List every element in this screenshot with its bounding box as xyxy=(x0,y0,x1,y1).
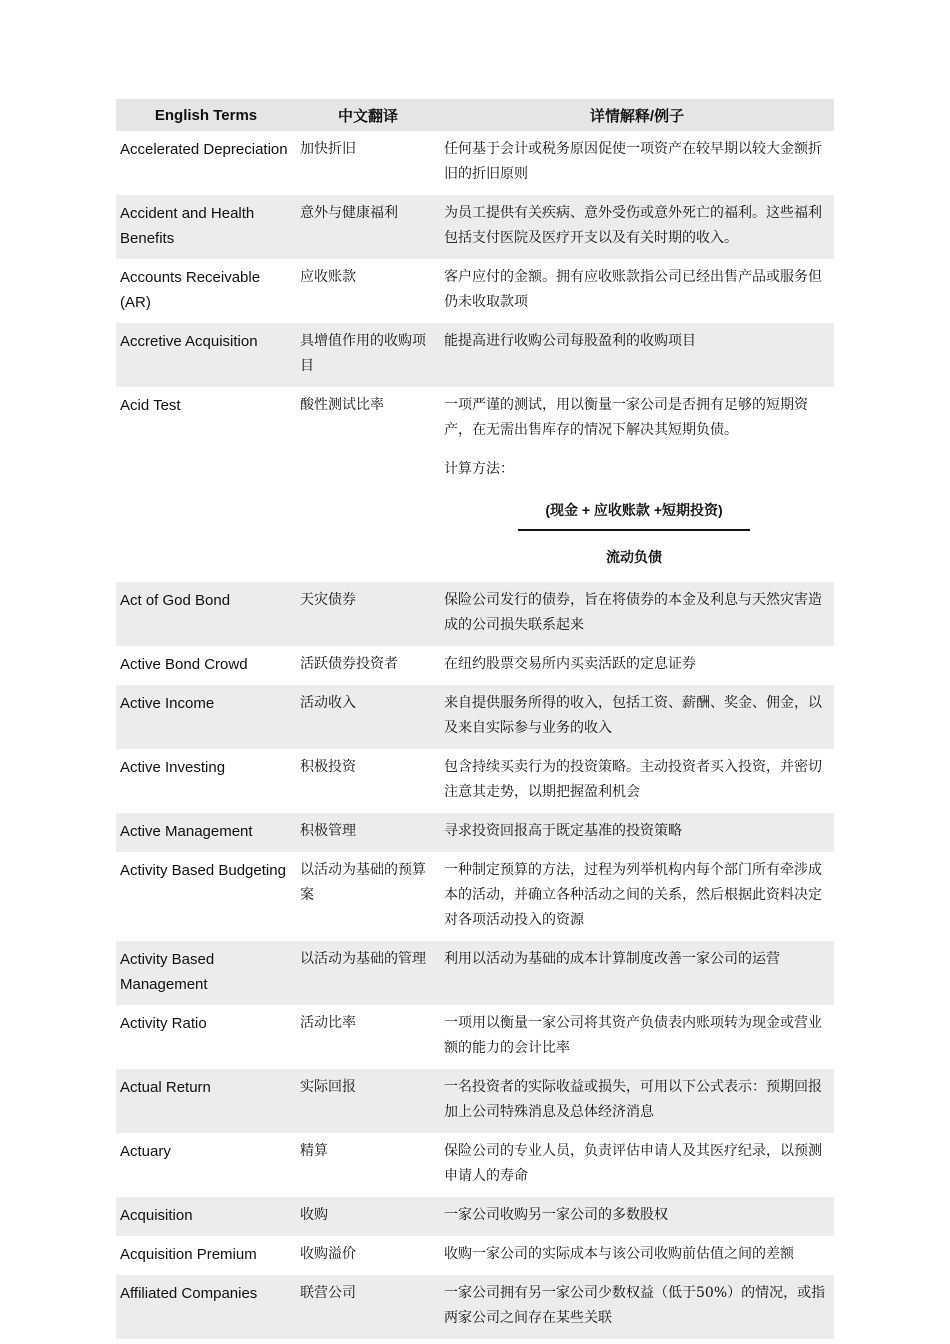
table-row xyxy=(116,1005,834,1069)
table-row xyxy=(116,941,834,1005)
table-row xyxy=(116,387,834,582)
term-english: Act of God Bond xyxy=(116,582,296,646)
term-description: 为员工提供有关疾病、意外受伤或意外死亡的福利。这些福利包括支付医院及医疗开支以及有关时期的收入。 xyxy=(440,195,834,259)
formula-label: 计算方法： xyxy=(444,461,514,477)
header-row xyxy=(116,99,834,131)
table-row xyxy=(116,195,834,259)
term-english: Activity Ratio xyxy=(120,1015,207,1032)
table-row xyxy=(116,131,834,195)
term-chinese: 活动收入 xyxy=(296,685,440,749)
term-description: 来自提供服务所得的收入，包括工资、薪酬、奖金、佣金，以及来自实际参与业务的收入 xyxy=(440,685,834,749)
term-description: 一家公司收购另一家公司的多数股权 xyxy=(440,1197,834,1236)
term-chinese: 积极管理 xyxy=(296,813,440,852)
formula-numerator: (现金 + 应收账款 +短期投资) xyxy=(545,502,723,518)
term-english: Accretive Acquisition xyxy=(116,323,296,387)
term-english: Acid Test xyxy=(120,397,181,414)
table-row xyxy=(116,1133,834,1197)
table-row xyxy=(116,259,834,323)
table-row xyxy=(116,852,834,941)
table-row xyxy=(116,813,834,852)
term-chinese: 精算 xyxy=(300,1143,328,1159)
term-chinese: 具增值作用的收购项目 xyxy=(296,323,440,387)
term-english: Accident and Health Benefits xyxy=(116,195,296,259)
term-chinese: 酸性测试比率 xyxy=(300,397,384,413)
term-english: Active Investing xyxy=(120,759,226,776)
table-row xyxy=(116,1197,834,1236)
term-english: Acquisition Premium xyxy=(120,1246,257,1263)
term-english: Activity Based Management xyxy=(116,941,296,1005)
term-description: 保险公司的专业人员，负责评估申请人及其医疗纪录，以预测申请人的寿命 xyxy=(444,1143,822,1184)
term-chinese: 意外与健康福利 xyxy=(296,195,440,259)
term-chinese: 收购 xyxy=(296,1197,440,1236)
term-english: Activity Based Budgeting xyxy=(120,862,286,879)
table-row xyxy=(116,749,834,813)
term-english: Active Management xyxy=(116,813,296,852)
term-chinese: 收购溢价 xyxy=(300,1246,356,1262)
term-english: Actual Return xyxy=(116,1069,296,1133)
term-description: 客户应付的金额。拥有应收账款指公司已经出售产品或服务但仍未收取款项 xyxy=(444,269,822,310)
term-chinese: 应收账款 xyxy=(300,269,356,285)
term-description: 一名投资者的实际收益或损失，可用以下公式表示：预期回报加上公司特殊消息及总体经济消息 xyxy=(440,1069,834,1133)
term-description: 包含持续买卖行为的投资策略。主动投资者买入投资，并密切注意其走势，以期把握盈利机会 xyxy=(444,759,822,800)
term-chinese: 活动比率 xyxy=(300,1015,356,1031)
term-chinese: 实际回报 xyxy=(296,1069,440,1133)
term-english: Actuary xyxy=(120,1143,171,1160)
term-english: Accounts Receivable (AR) xyxy=(120,269,261,311)
term-description: 保险公司发行的债券，旨在将债券的本金及利息与天然灾害造成的公司损失联系起来 xyxy=(440,582,834,646)
table-row xyxy=(116,646,834,685)
term-description: 一家公司拥有另一家公司少数权益（低于50%）的情况，或指两家公司之间存在某些关联 xyxy=(440,1275,834,1339)
formula-denominator: 流动负债 xyxy=(606,549,662,565)
term-english: Active Bond Crowd xyxy=(120,656,248,673)
term-english: Active Income xyxy=(116,685,296,749)
table-row xyxy=(116,323,834,387)
term-chinese: 活跃债券投资者 xyxy=(300,656,398,672)
term-english: Accelerated Depreciation xyxy=(120,141,288,158)
header-chinese-translation: 中文翻译 xyxy=(296,99,440,131)
term-description: 能提高进行收购公司每股盈利的收购项目 xyxy=(440,323,834,387)
glossary-table xyxy=(116,99,834,1339)
table-row xyxy=(116,1069,834,1133)
term-description: 收购一家公司的实际成本与该公司收购前估值之间的差额 xyxy=(444,1246,794,1262)
term-english: Affiliated Companies xyxy=(116,1275,296,1339)
term-description: 任何基于会计或税务原因促使一项资产在较早期以较大金额折旧的折旧原则 xyxy=(444,141,822,182)
term-chinese: 以活动为基础的预算案 xyxy=(300,862,426,903)
term-english: Acquisition xyxy=(116,1197,296,1236)
term-chinese: 联营公司 xyxy=(296,1275,440,1339)
table-row xyxy=(116,1236,834,1275)
term-description: 一项用以衡量一家公司将其资产负债表内账项转为现金或营业额的能力的会计比率 xyxy=(444,1015,822,1056)
acid-test-description: 一项严谨的测试，用以衡量一家公司是否拥有足够的短期资产，在无需出售库存的情况下解决其短期负债。 xyxy=(444,397,808,438)
term-chinese: 积极投资 xyxy=(300,759,356,775)
header-english-terms: English Terms xyxy=(116,99,296,131)
table-row xyxy=(116,582,834,646)
term-chinese: 天灾债券 xyxy=(296,582,440,646)
term-description: 利用以活动为基础的成本计算制度改善一家公司的运营 xyxy=(440,941,834,1005)
header-details: 详情解释/例子 xyxy=(440,99,834,131)
table-row xyxy=(116,685,834,749)
term-chinese: 以活动为基础的管理 xyxy=(296,941,440,1005)
acid-test-formula xyxy=(514,498,754,570)
term-description: 一种制定预算的方法，过程为列举机构内每个部门所有牵涉成本的活动，并确立各种活动之间的关系，然后根据此资料决定对各项活动投入的资源 xyxy=(444,862,822,928)
term-description: 寻求投资回报高于既定基准的投资策略 xyxy=(440,813,834,852)
term-chinese: 加快折旧 xyxy=(300,141,356,157)
table-row xyxy=(116,1275,834,1339)
term-description-acid-test xyxy=(440,387,834,582)
term-description: 在纽约股票交易所内买卖活跃的定息证券 xyxy=(444,656,696,672)
